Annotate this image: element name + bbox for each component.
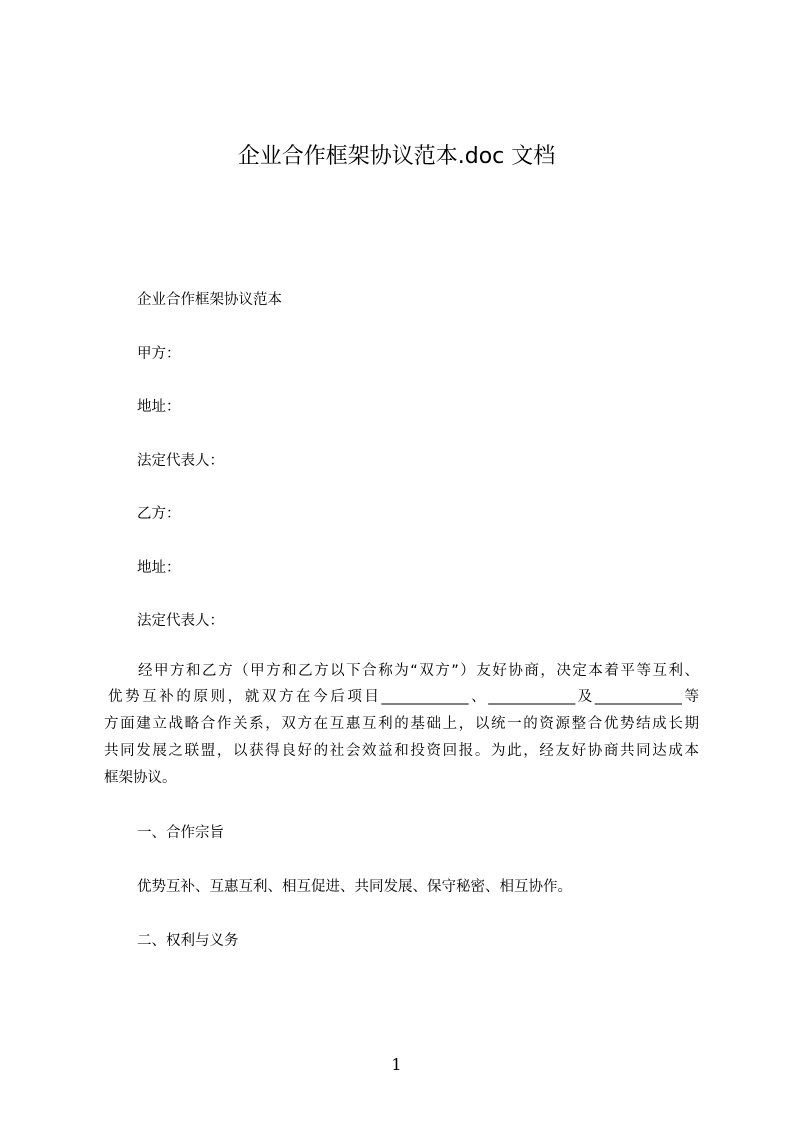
party-b-representative-label: 法定代表人： [137,613,224,629]
agreement-heading: 企业合作框架协议范本 [137,292,282,308]
intro-line-1: 经甲方和乙方（甲方和乙方以下合称为“双方”）友好协商，决定本着平等互利、 [138,663,699,679]
party-b-label: 乙方： [137,506,181,522]
document-title: 企业合作框架协议范本.doc 文档 [237,144,556,169]
page-number: 1 [391,1055,402,1074]
intro-line-4: 共同发展之联盟，以获得良好的社会效益和投资回报。为此，经友好协商共同达成本 [104,743,699,759]
party-a-label: 甲方： [137,346,181,362]
section-1-heading: 一、合作宗旨 [137,825,224,841]
party-a-address-label: 地址： [137,399,181,415]
party-a-representative-label: 法定代表人： [137,453,224,469]
intro-line-2: 优势互补的原则，就双方在今后项目____________、____________及____________等 [108,689,699,705]
party-b-address-label: 地址： [137,560,181,576]
intro-line-5: 框架协议。 [104,770,177,786]
section-1-text: 优势互补、互惠互利、相互促进、共同发展、保守秘密、相互协作。 [137,879,572,895]
section-2-heading: 二、权利与义务 [137,933,239,949]
intro-line-3: 方面建立战略合作关系，双方在互惠互利的基础上，以统一的资源整合优势结成长期 [104,716,699,732]
